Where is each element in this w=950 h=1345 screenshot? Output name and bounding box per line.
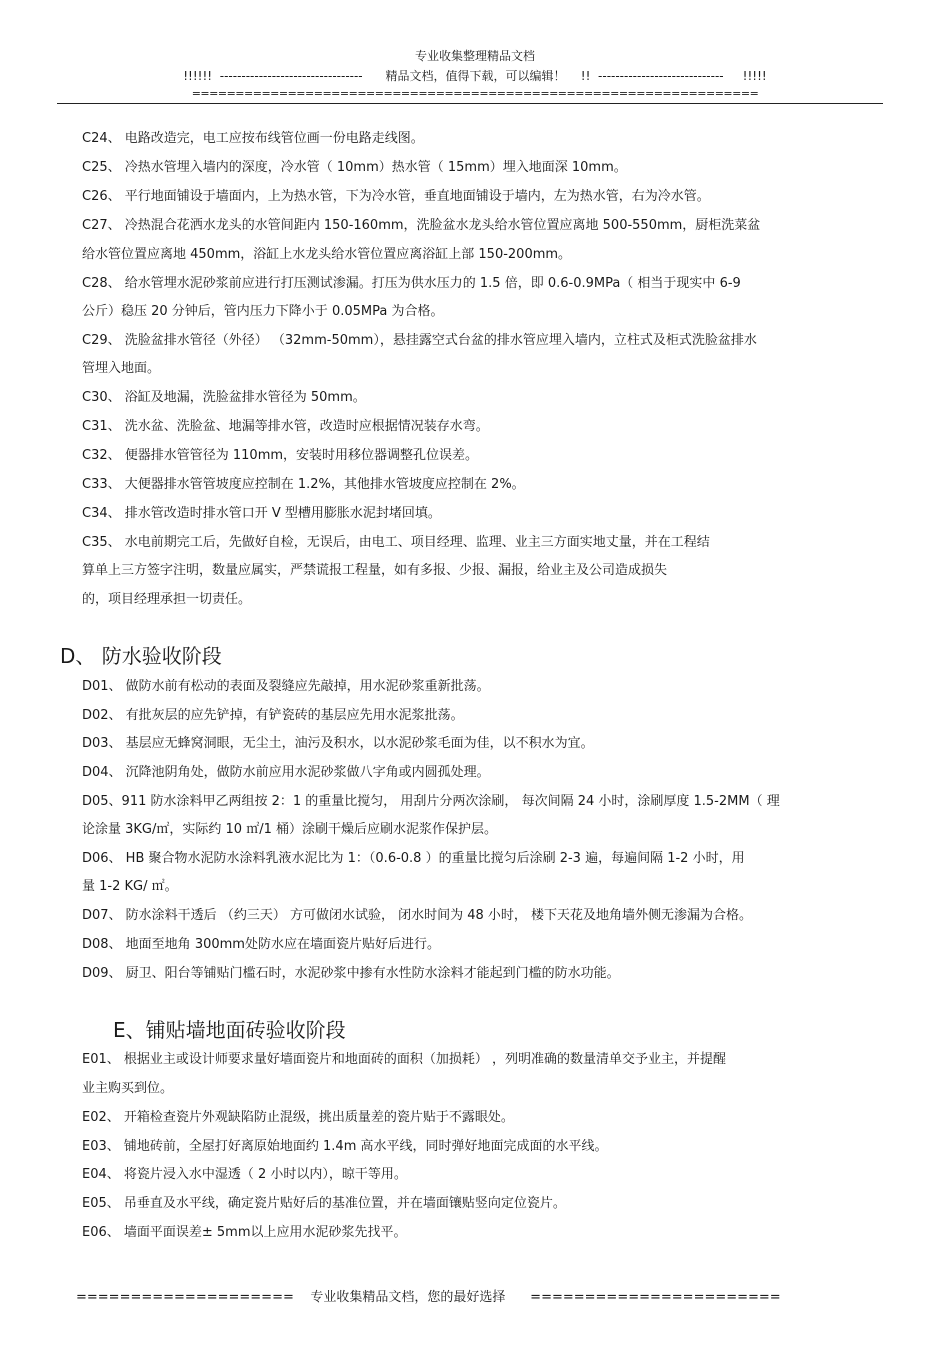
item-e01-cont: 业主购买到位。 (82, 1081, 174, 1096)
item-d01: D01、 做防水前有松动的表面及裂缝应先敲掉，用水泥砂浆重新批荡。 (82, 679, 490, 694)
item-e04: E04、 将瓷片浸入水中湿透（ 2 小时以内），晾干等用。 (82, 1167, 407, 1182)
item-d05: D05、911 防水涂料甲乙两组按 2：1 的重量比搅匀， 用刮片分两次涂刷， 每次间隔 24 小时，涂刷厚度 1.5-2MM（ 理 (82, 794, 780, 809)
item-e06: E06、 墙面平面误差± 5mm以上应用水泥砂浆先找平。 (82, 1225, 407, 1240)
item-c25: C25、 冷热水管埋入墙内的深度，冷水管（ 10mm）热水管（ 15mm）埋入地面深 10mm。 (82, 160, 627, 175)
header-divider (57, 103, 883, 104)
section-title-e: E、铺贴墙地面砖验收阶段 (113, 1018, 346, 1042)
item-c28: C28、 给水管埋水泥砂浆前应进行打压测试渗漏。打压为供水压力的 1.5 倍，即 0.6-0.9MPa（ 相当于现实中 6-9 (82, 276, 741, 291)
header-rule: ================================================================= (191, 87, 759, 100)
item-c29: C29、 洗脸盆排水管径（外径） （32mm-50mm），悬挂露空式台盆的排水管应埋入墙内，立柱式及柜式洗脸盆排水 (82, 333, 757, 348)
item-d06-cont: 量 1-2 KG/ ㎡。 (82, 879, 178, 894)
item-c34: C34、 排水管改造时排水管口开 V 型槽用膨胀水泥封堵回填。 (82, 506, 441, 521)
item-d02: D02、 有批灰层的应先铲掉，有铲瓷砖的基层应先用水泥浆批荡。 (82, 708, 464, 723)
item-d04: D04、 沉降池阴角处，做防水前应用水泥砂浆做八字角或内圆孤处理。 (82, 765, 490, 780)
item-c27-cont: 给水管位置应离地 450mm，浴缸上水龙头给水管位置应离浴缸上部 150-200mm。 (82, 247, 572, 262)
footer-text: ==================== 专业收集精品文档，您的最好选择 ======================= (76, 1290, 781, 1305)
item-e03: E03、 铺地砖前，全屋打好离原始地面约 1.4m 高水平线，同时弹好地面完成面的水平线。 (82, 1139, 608, 1154)
item-d03: D03、 基层应无蜂窝洞眼，无尘土，油污及积水，以水泥砂浆毛面为佳，以不积水为宜。 (82, 736, 594, 751)
item-d07: D07、 防水涂料干透后 （约三天） 方可做闭水试验， 闭水时间为 48 小时， 楼下天花及地角墙外侧无渗漏为合格。 (82, 908, 753, 923)
item-c35: C35、 水电前期完工后，先做好自检，无误后，由电工、项目经理、监理、业主三方面实地丈量，并在工程结 (82, 535, 710, 550)
item-c30: C30、 浴缸及地漏，洗脸盆排水管径为 50mm。 (82, 390, 366, 405)
item-e01: E01、 根据业主或设计师要求量好墙面瓷片和地面砖的面积（加损耗） ，列明准确的数量清单交予业主，并提醒 (82, 1052, 727, 1067)
item-c35-cont: 算单上三方签字注明，数量应属实，严禁谎报工程量，如有多报、少报、漏报，给业主及公司造成损失 (82, 563, 668, 578)
item-d08: D08、 地面至地角 300mm处防水应在墙面瓷片贴好后进行。 (82, 937, 440, 952)
item-e02: E02、 开箱检查瓷片外观缺陷防止混级，挑出质量差的瓷片贴于不露眼处。 (82, 1110, 514, 1125)
item-c33: C33、 大便器排水管管坡度应控制在 1.2%，其他排水管坡度应控制在 2%。 (82, 477, 525, 492)
header-banner: !!!!!! --------------------------------- 精品文档，值得下载，可以编辑！ !! ----------------------------- !!!!! (183, 69, 767, 83)
item-d06: D06、 HB 聚合物水泥防水涂料乳液水泥比为 1：（0.6-0.8 ）的重量比搅匀后涂刷 2-3 遍，每遍间隔 1-2 小时，用 (82, 851, 745, 866)
item-e05: E05、 吊垂直及水平线，确定瓷片贴好后的基准位置，并在墙面镶贴竖向定位瓷片。 (82, 1196, 566, 1211)
item-c32: C32、 便器排水管管径为 110mm，安装时用移位器调整孔位误差。 (82, 448, 479, 463)
header-title: 专业收集整理精品文档 (414, 49, 535, 63)
item-c24: C24、 电路改造完，电工应按布线管位画一份电路走线图。 (82, 131, 424, 146)
item-c27: C27、 冷热混合花洒水龙头的水管间距内 150-160mm，洗脸盆水龙头给水管位置应离地 500-550mm，厨柜洗菜盆 (82, 218, 761, 233)
item-c31: C31、 洗水盆、洗脸盆、地漏等排水管，改造时应根据情况装存水弯。 (82, 419, 489, 434)
item-c35-cont2: 的，项目经理承担一切责任。 (82, 592, 252, 607)
item-d05-cont: 论涂量 3KG/㎡，实际约 10 ㎡/1 桶）涂刷干燥后应刷水泥浆作保护层。 (82, 822, 497, 837)
item-c29-cont: 管埋入地面。 (82, 361, 161, 376)
item-d09: D09、 厨卫、阳台等铺贴门槛石时，水泥砂浆中掺有水性防水涂料才能起到门槛的防水功能。 (82, 966, 620, 981)
section-title-d: D、 防水验收阶段 (60, 644, 222, 668)
item-c28-cont: 公斤）稳压 20 分钟后，管内压力下降小于 0.05MPa 为合格。 (82, 304, 444, 319)
item-c26: C26、 平行地面铺设于墙面内，上为热水管，下为冷水管，垂直地面铺设于墙内，左为热水管，右为冷水管。 (82, 189, 710, 204)
